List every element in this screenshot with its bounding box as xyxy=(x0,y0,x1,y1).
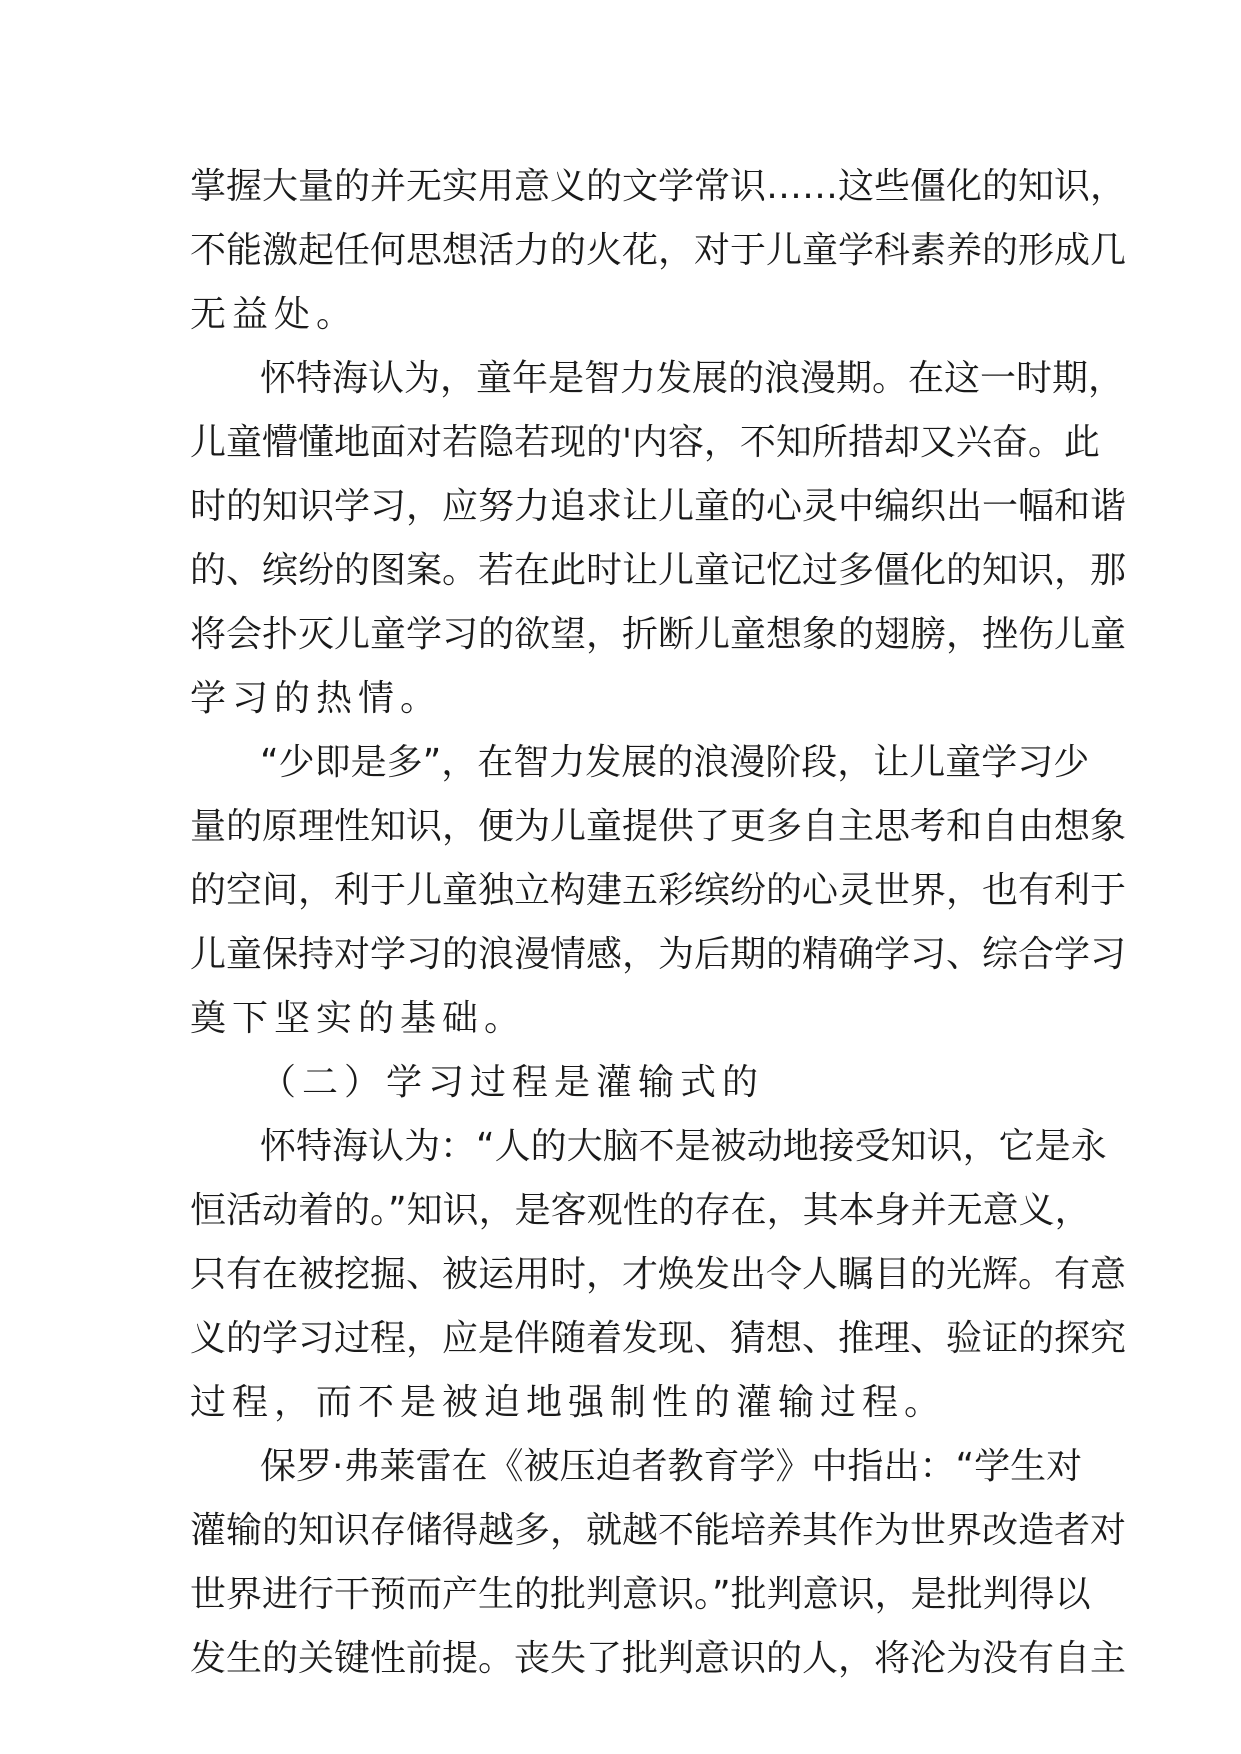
text-line: 不能激起任何思想活力的火花，对于儿童学科素养的形成几 xyxy=(190,230,1127,271)
text-line: 的、缤纷的图案。若在此时让儿童记忆过多僵化的知识，那 xyxy=(190,550,1127,591)
text-line: 时的知识学习，应努力追求让儿童的心灵中编织出一幅和谐 xyxy=(190,486,1127,527)
text-line: 恒活动着的。”知识，是客观性的存在，其本身并无意义， xyxy=(190,1190,1091,1231)
section-heading: （二）学习过程是灌输式的 xyxy=(260,1062,765,1103)
text-line: 掌握大量的并无实用意义的文学常识……这些僵化的知识， xyxy=(190,166,1127,207)
text-line: 世界进行干预而产生的批判意识。”批判意识，是批判得以 xyxy=(190,1574,1091,1615)
paragraph-first-line: 怀特海认为，童年是智力发展的浪漫期。在这一时期， xyxy=(260,358,1125,399)
body-text xyxy=(190,155,1127,1691)
text-line: 灌输的知识存储得越多，就越不能培养其作为世界改造者对 xyxy=(190,1510,1127,1551)
text-line: 的空间，利于儿童独立构建五彩缤纷的心灵世界，也有利于 xyxy=(190,870,1127,911)
paragraph-first-line: 怀特海认为：“人的大脑不是被动地接受知识，它是永 xyxy=(260,1126,1107,1167)
text-line: 无益处。 xyxy=(190,294,359,335)
text-line: 义的学习过程，应是伴随着发现、猜想、推理、验证的探究 xyxy=(190,1318,1127,1359)
text-line: 过程，而不是被迫地强制性的灌输过程。 xyxy=(190,1382,947,1423)
text-line: 量的原理性知识，便为儿童提供了更多自主思考和自由想象 xyxy=(190,806,1127,847)
text-line: 奠下坚实的基础。 xyxy=(190,998,527,1039)
paragraph-first-line: “少即是多”，在智力发展的浪漫阶段，让儿童学习少 xyxy=(260,742,1090,783)
text-line: 将会扑灭儿童学习的欲望，折断儿童想象的翅膀，挫伤儿童 xyxy=(190,614,1127,655)
text-line: 儿童保持对学习的浪漫情感，为后期的精确学习、综合学习 xyxy=(190,934,1127,975)
text-line: 发生的关键性前提。丧失了批判意识的人，将沦为没有自主 xyxy=(190,1638,1127,1679)
text-line: 只有在被挖掘、被运用时，才焕发出令人瞩目的光辉。有意 xyxy=(190,1254,1127,1295)
paragraph-first-line: 保罗·弗莱雷在《被压迫者教育学》中指出：“学生对 xyxy=(260,1446,1083,1487)
text-line: 儿童懵懂地面对若隐若现的'内容，不知所措却又兴奋。此 xyxy=(190,422,1100,463)
text-line: 学习的热情。 xyxy=(190,678,443,719)
